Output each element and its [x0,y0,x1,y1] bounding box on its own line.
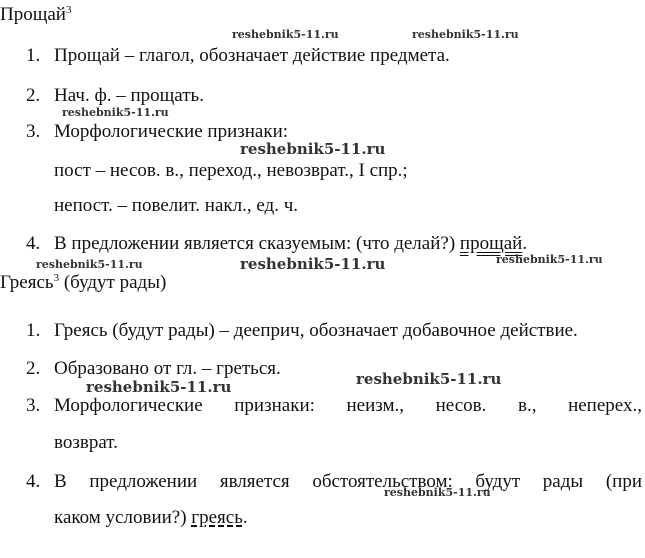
list-item-text: Нач. ф. – прощать. [54,85,204,106]
watermark: reshebnik5-11.ru [36,258,143,271]
word: рады [542,471,584,492]
list-item-text: В предложении является сказуемым: (что делай?) прощай. [54,233,528,254]
list-number: 3. [26,395,41,416]
list-item-text: каком условии?) греясь. [54,507,248,528]
list-item-text: Образовано от гл. – греться. [54,358,281,379]
list-item-text: Прощай – глагол, обозначает действие предмета. [54,45,450,66]
section-title-proshchai: Прощай$^3$ [0,4,72,25]
word: неизм., [346,395,405,416]
word: является [219,471,290,492]
word: будут [475,471,521,492]
list-number: 2. [26,85,41,106]
watermark: reshebnik5-11.ru [496,253,603,266]
word: Морфологические [54,395,203,416]
watermark: reshebnik5-11.ru [412,28,519,41]
list-number: 1. [26,320,41,341]
list-item-text: Морфологические признаки: [54,121,289,142]
watermark: reshebnik5-11.ru [232,28,339,41]
list-number: 3. [26,121,41,142]
list-item-text: возврат. [54,432,118,453]
watermark: reshebnik5-11.ru [240,140,386,158]
watermark: reshebnik5-11.ru [62,106,169,119]
list-item-text: пост – несов. в., переход., невозврат., I спр.; [54,160,408,181]
section-title-greyas: Греясь$^3$ (будут рады) [0,272,167,293]
justified-line [54,471,642,493]
watermark: reshebnik5-11.ru [384,486,491,499]
list-number: 4. [26,233,41,254]
list-item-text: Греясь (будут рады) – дееприч, обозначает добавочное действие. [54,320,578,341]
word: (при [605,471,642,492]
list-item-text: непост. – повелит. накл., ед. ч. [54,195,299,216]
justified-line [54,395,642,417]
word: в., [517,395,537,416]
word: признаки: [234,395,315,416]
underlined-word: прощай [459,233,523,254]
watermark: reshebnik5-11.ru [240,255,386,273]
watermark: reshebnik5-11.ru [356,370,502,388]
word: предложении [89,471,198,492]
list-number: 1. [26,45,41,66]
list-number: 4. [26,471,41,492]
word: В [54,471,67,492]
list-number: 2. [26,358,41,379]
word: неперех., [568,395,642,416]
word: обстоятельством: [312,471,453,492]
word: несов. [435,395,487,416]
watermark: reshebnik5-11.ru [86,378,232,396]
underlined-word: греясь [191,507,243,528]
